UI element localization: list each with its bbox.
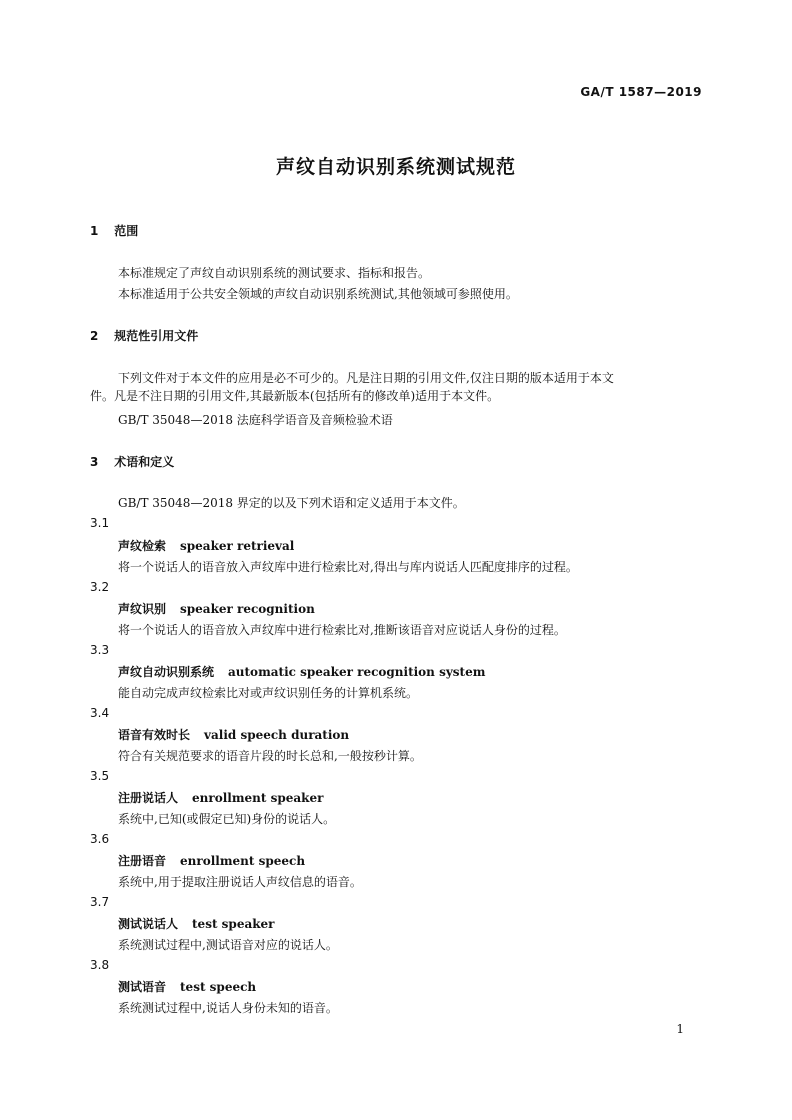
term-heading: [118, 537, 294, 554]
term-definition: 系统中,用于提取注册说话人声纹信息的语音。: [118, 875, 362, 889]
section-title: 规范性引用文件: [114, 329, 199, 343]
term-en: test speaker: [192, 917, 275, 931]
term-definition: 将一个说话人的语音放入声纹库中进行检索比对,得出与库内说话人匹配度排序的过程。: [118, 560, 578, 574]
term-en: automatic speaker recognition system: [228, 665, 486, 679]
term-heading: [118, 600, 315, 617]
clause-number: 3.7: [90, 895, 110, 909]
section-heading-2: [90, 327, 198, 344]
term-definition: 将一个说话人的语音放入声纹库中进行检索比对,推断该语音对应说话人身份的过程。: [118, 623, 566, 637]
term-zh: 测试说话人: [118, 917, 179, 931]
clause-number: 3.2: [90, 580, 110, 594]
clause-number: 3.3: [90, 643, 110, 657]
term-zh: 语音有效时长: [118, 728, 191, 742]
scope-paragraph-2: 本标准适用于公共安全领域的声纹自动识别系统测试,其他领域可参照使用。: [118, 287, 518, 301]
section-number: 2: [90, 329, 99, 343]
term-zh: 声纹自动识别系统: [118, 665, 215, 679]
section-heading-1: [90, 222, 138, 239]
references-intro-line-2: 件。凡是不注日期的引用文件,其最新版本(包括所有的修改单)适用于本文件。: [90, 389, 500, 403]
term-en: enrollment speech: [180, 854, 306, 868]
term-zh: 测试语音: [118, 980, 167, 994]
term-heading: [118, 663, 485, 680]
document-title: 声纹自动识别系统测试规范: [275, 156, 516, 178]
term-definition: 系统测试过程中,测试语音对应的说话人。: [118, 938, 338, 952]
clause-number: 3.8: [90, 958, 110, 972]
page-number: 1: [676, 1022, 684, 1036]
clause-number: 3.4: [90, 706, 110, 720]
term-en: valid speech duration: [204, 728, 350, 742]
term-heading: [118, 726, 349, 743]
references-intro-line-1: 下列文件对于本文件的应用是必不可少的。凡是注日期的引用文件,仅注日期的版本适用于本文: [118, 371, 614, 385]
term-heading: [118, 915, 275, 932]
term-en: test speech: [180, 980, 257, 994]
term-heading: [118, 978, 256, 995]
standard-code: GA/T 1587—2019: [580, 85, 702, 99]
section-title: 术语和定义: [114, 455, 175, 469]
term-zh: 注册说话人: [118, 791, 179, 805]
clause-number: 3.6: [90, 832, 110, 846]
scope-paragraph-1: 本标准规定了声纹自动识别系统的测试要求、指标和报告。: [118, 266, 431, 280]
term-zh: 注册语音: [118, 854, 167, 868]
term-zh: 声纹识别: [118, 602, 167, 616]
clause-number: 3.1: [90, 516, 110, 530]
term-en: speaker retrieval: [180, 539, 295, 553]
terms-intro: GB/T 35048—2018 界定的以及下列术语和定义适用于本文件。: [118, 496, 465, 510]
term-definition: 能自动完成声纹检索比对或声纹识别任务的计算机系统。: [118, 686, 419, 700]
section-number: 3: [90, 455, 99, 469]
term-heading: [118, 789, 323, 806]
term-en: enrollment speaker: [192, 791, 324, 805]
clause-number: 3.5: [90, 769, 110, 783]
referenced-document: GB/T 35048—2018 法庭科学语音及音频检验术语: [118, 413, 393, 427]
term-definition: 系统测试过程中,说话人身份未知的语音。: [118, 1001, 338, 1015]
term-en: speaker recognition: [180, 602, 315, 616]
section-heading-3: [90, 453, 174, 470]
term-zh: 声纹检索: [118, 539, 167, 553]
section-title: 范围: [114, 224, 139, 238]
term-definition: 符合有关规范要求的语音片段的时长总和,一般按秒计算。: [118, 749, 422, 763]
section-number: 1: [90, 224, 99, 238]
term-heading: [118, 852, 305, 869]
term-definition: 系统中,已知(或假定已知)身份的说话人。: [118, 812, 336, 826]
